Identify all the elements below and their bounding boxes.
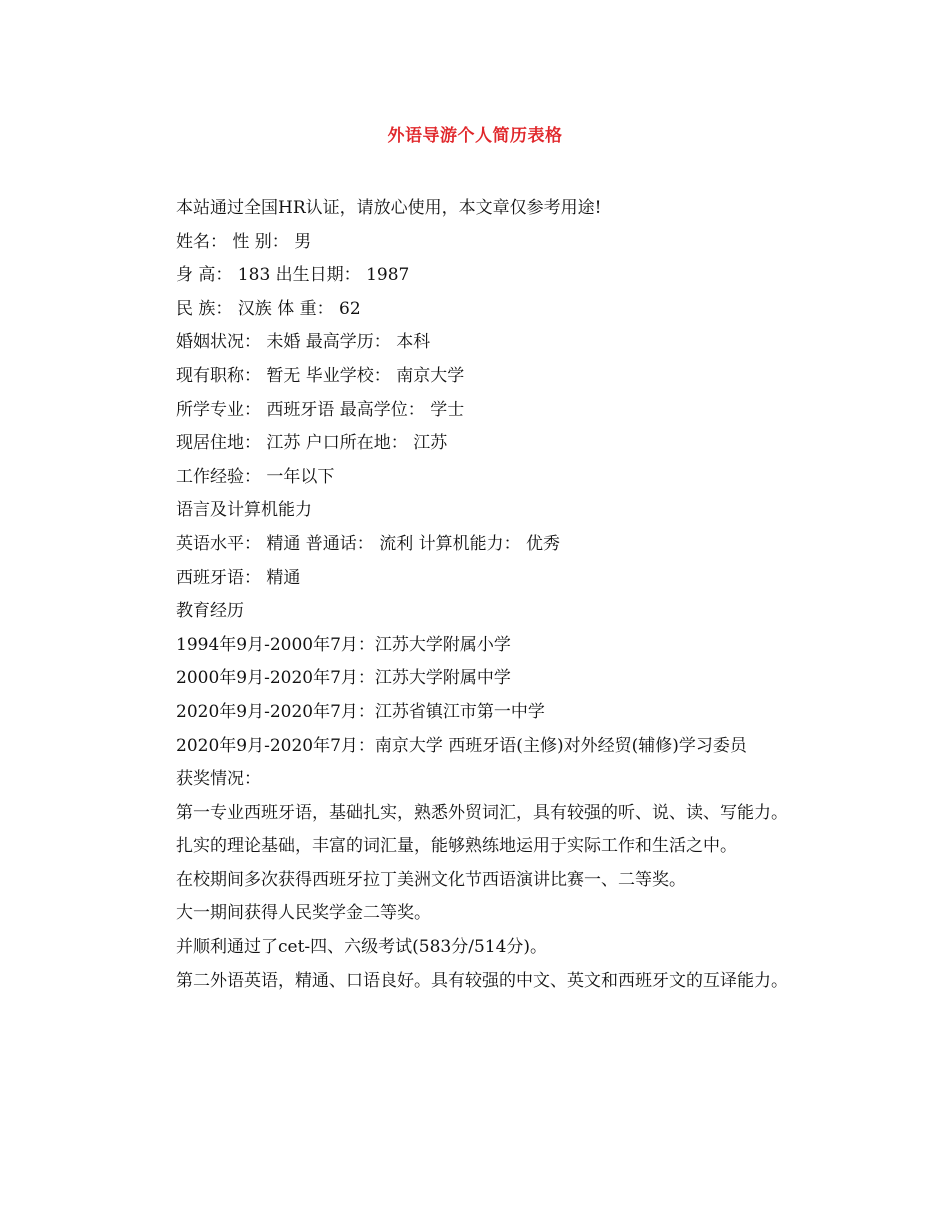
document-body (140, 192, 816, 998)
intro-paragraph: 本站通过全国HR认证，请放心使用，本文章仅参考用途! (176, 198, 602, 218)
height-birth-line: 身 高： 183 出生日期： 1987 (176, 265, 410, 286)
title-school-line: 现有职称： 暂无 毕业学校： 南京大学 (176, 365, 465, 386)
award-paragraph: 在校期间多次获得西班牙拉丁美洲文化节西语演讲比赛一、二等奖。 (176, 869, 686, 890)
skills-heading: 语言及计算机能力 (176, 500, 312, 521)
marital-education-line: 婚姻状况： 未婚 最高学历： 本科 (176, 332, 431, 353)
award-paragraph: 第二外语英语，精通、口语良好。具有较强的中文、英文和西班牙文的互译能力。 (176, 970, 788, 991)
education-item: 2000年9月-2020年7月：江苏大学附属中学 (176, 668, 511, 689)
name-gender-line: 姓名： 性 别： 男 (176, 231, 312, 252)
award-paragraph: 扎实的理论基础，丰富的词汇量，能够熟练地运用于实际工作和生活之中。 (176, 836, 737, 857)
award-paragraph: 大一期间获得人民奖学金二等奖。 (176, 903, 431, 924)
major-degree-line: 所学专业： 西班牙语 最高学位： 学士 (176, 399, 465, 420)
language-levels-line: 英语水平： 精通 普通话： 流利 计算机能力： 优秀 (176, 533, 561, 554)
residence-line: 现居住地： 江苏 户口所在地： 江苏 (176, 433, 448, 454)
ethnicity-weight-line: 民 族： 汉族 体 重： 62 (176, 298, 361, 319)
education-item: 2020年9月-2020年7月：江苏省镇江市第一中学 (176, 701, 545, 722)
education-item: 2020年9月-2020年7月：南京大学 西班牙语(主修)对外经贸(辅修)学习委员 (176, 735, 747, 756)
award-paragraph: 并顺利通过了cet-四、六级考试(583分/514分)。 (176, 937, 548, 958)
education-heading: 教育经历 (176, 601, 244, 622)
document-title: 外语导游个人简历表格 (387, 126, 563, 146)
experience-line: 工作经验： 一年以下 (176, 466, 335, 487)
award-paragraph: 第一专业西班牙语，基础扎实，熟悉外贸词汇，具有较强的听、说、读、写能力。 (176, 802, 788, 823)
spanish-level-line: 西班牙语： 精通 (176, 567, 301, 588)
education-item: 1994年9月-2000年7月：江苏大学附属小学 (176, 634, 511, 655)
awards-heading: 获奖情况： (176, 769, 261, 790)
